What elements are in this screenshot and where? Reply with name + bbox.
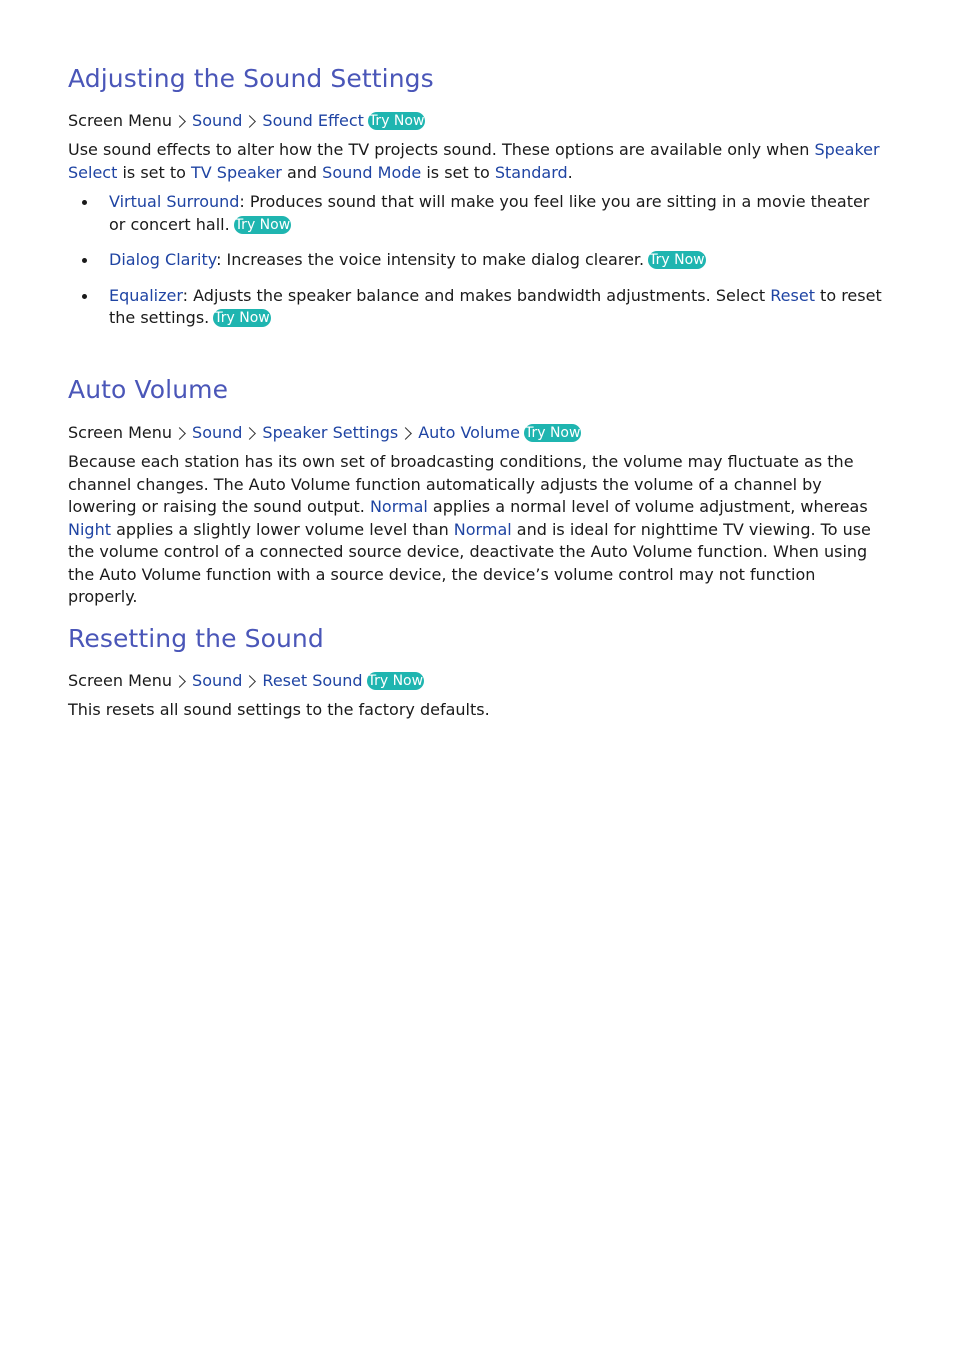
text: : Produces sound that will make you feel like you are sitting in a movie theater or concert hall.: [109, 192, 870, 234]
term-dialog-clarity: Dialog Clarity: [109, 250, 217, 269]
breadcrumb-item-sound[interactable]: Sound: [192, 671, 243, 690]
bullet-icon: [82, 200, 87, 205]
text: is set to: [117, 162, 191, 182]
chevron-right-icon: [244, 115, 257, 128]
breadcrumb-prefix: Screen Menu: [68, 671, 173, 690]
text: Because each station has its own set of broadcasting conditions, the volume may fluctuate as the channel changes. The Auto Volume function automatically adjusts the volume of a channel by lowering or raising the sound output.: [68, 452, 854, 516]
text: applies a slightly lower volume level than: [110, 519, 454, 539]
term-sound-mode: Sound Mode: [322, 162, 422, 182]
breadcrumb: [68, 110, 425, 132]
option-list: [68, 191, 888, 330]
section-title-resetting-sound: Resetting the Sound: [68, 624, 324, 653]
text: : Increases the voice intensity to make dialog clearer.: [216, 250, 645, 269]
text: .: [567, 162, 573, 182]
section-title-sound-settings: Adjusting the Sound Settings: [68, 64, 434, 93]
term-normal: Normal: [369, 497, 428, 516]
breadcrumb-item-reset-sound[interactable]: Reset Sound: [262, 671, 363, 690]
try-now-button[interactable]: Try Now: [368, 113, 425, 129]
term-normal: Normal: [453, 519, 512, 539]
try-now-button[interactable]: Try Now: [649, 252, 705, 268]
breadcrumb: [68, 670, 424, 692]
auto-volume-paragraph: [68, 451, 888, 609]
term-speaker-select: Speaker Select: [68, 140, 880, 182]
chevron-right-icon: [173, 115, 186, 128]
breadcrumb-item-sound[interactable]: Sound: [192, 423, 243, 442]
text: to reset the settings.: [109, 285, 882, 327]
section-title-auto-volume: Auto Volume: [68, 375, 229, 404]
bullet-icon: [82, 294, 87, 299]
term-night: Night: [68, 519, 111, 539]
breadcrumb: [68, 422, 581, 444]
list-item: [68, 249, 888, 272]
try-now-button[interactable]: Try Now: [234, 216, 291, 233]
list-item: [68, 191, 888, 236]
chevron-right-icon: [173, 427, 186, 440]
term-tv-speaker: TV Speaker: [191, 162, 282, 182]
chevron-right-icon: [399, 427, 412, 440]
bullet-icon: [82, 258, 87, 263]
intro-paragraph: [68, 139, 888, 184]
breadcrumb-item-sound-effect[interactable]: Sound Effect: [262, 111, 364, 130]
try-now-button[interactable]: Try Now: [367, 673, 424, 689]
breadcrumb-item-auto-volume[interactable]: Auto Volume: [418, 423, 520, 442]
text: and: [281, 162, 323, 182]
text: is set to: [421, 162, 495, 182]
chevron-right-icon: [173, 675, 186, 688]
term-virtual-surround: Virtual Surround: [109, 192, 240, 211]
text: applies a normal level of volume adjustment, whereas: [427, 497, 868, 516]
term-reset: Reset: [770, 285, 815, 305]
breadcrumb-prefix: Screen Menu: [68, 423, 173, 442]
text: : Adjusts the speaker balance and makes bandwidth adjustments. Select: [182, 285, 771, 305]
try-now-button[interactable]: Try Now: [214, 310, 270, 326]
chevron-right-icon: [244, 427, 257, 440]
text: Use sound effects to alter how the TV projects sound. These options are available only when: [68, 140, 815, 159]
reset-paragraph: This resets all sound settings to the factory defaults.: [68, 700, 490, 719]
breadcrumb-item-sound[interactable]: Sound: [192, 111, 243, 130]
try-now-button[interactable]: Try Now: [524, 425, 581, 441]
breadcrumb-item-speaker-settings[interactable]: Speaker Settings: [262, 423, 399, 442]
chevron-right-icon: [244, 675, 257, 688]
term-standard: Standard: [494, 162, 568, 182]
term-equalizer: Equalizer: [109, 285, 183, 305]
text: and is ideal for nighttime TV viewing. To use the volume control of a connected source device, deactivate the Auto Volume function. When using the Auto Volume function with a source device, the device’s volume control may not function properly.: [68, 519, 871, 606]
list-item: [68, 285, 888, 330]
breadcrumb-prefix: Screen Menu: [68, 111, 173, 130]
